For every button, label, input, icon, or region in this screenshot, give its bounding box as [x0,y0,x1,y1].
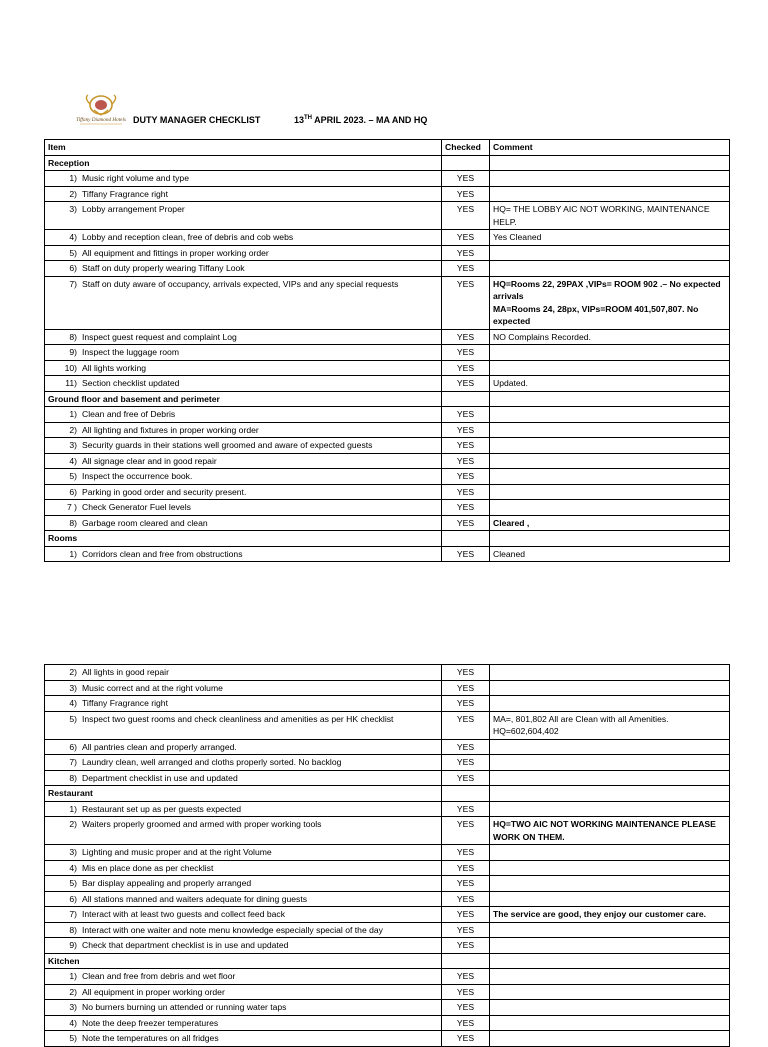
item-number: 7) [69,757,77,767]
checked-cell: YES [442,261,490,277]
section-label: Restaurant [45,786,442,802]
item-cell [45,801,442,817]
table-row [45,1015,730,1031]
item-cell [45,696,442,712]
table-row [45,984,730,1000]
section-row [45,391,730,407]
comment-cell [490,245,730,261]
table-row [45,860,730,876]
item-cell [45,1015,442,1031]
table-row [45,360,730,376]
section-label: Ground floor and basement and perimeter [45,391,442,407]
item-text: Lobby and reception clean, free of debris and cob webs [82,232,294,242]
item-number: 6) [69,486,77,497]
checked-cell: YES [442,484,490,500]
item-number: 1) [69,803,77,814]
item-text: All pantries clean and properly arranged. [82,741,237,752]
item-cell [45,329,442,345]
item-number: 2) [69,986,77,997]
hotel-crest-logo [70,94,132,128]
comment-cell [490,1000,730,1016]
table-row [45,546,730,562]
table-row [45,515,730,531]
table-row [45,484,730,500]
table-row [45,469,730,485]
checked-cell: YES [442,500,490,516]
item-cell [45,984,442,1000]
table-row [45,1000,730,1016]
item-cell [45,860,442,876]
item-number: 1) [69,409,77,419]
comment-cell [490,845,730,861]
item-number: 8) [69,772,77,783]
table-row [45,186,730,202]
checked-cell: YES [442,1031,490,1047]
checked-cell [442,391,490,407]
item-text: Interact with one waiter and note menu knowledge especially special of the day [82,924,383,935]
checked-cell: YES [442,680,490,696]
item-cell [45,453,442,469]
checked-cell: YES [442,407,490,423]
item-text: Waiters properly groomed and armed with proper working tools [82,819,322,829]
table-row [45,801,730,817]
table-row [45,711,730,739]
item-text: Inspect two guest rooms and check cleanliness and amenities as per HK checklist [82,713,394,724]
checked-cell: YES [442,186,490,202]
item-text: Music right volume and type [82,173,189,183]
comment-cell [490,665,730,681]
item-text: Clean and free of Debris [82,409,176,419]
checked-cell: YES [442,230,490,246]
table-row [45,261,730,277]
table-row [45,665,730,681]
item-text: Lobby arrangement Proper [82,204,185,214]
item-text: Note the temperatures on all fridges [82,1033,219,1043]
item-text: Garbage room cleared and clean [82,517,208,528]
comment-cell [490,360,730,376]
comment-cell: HQ=Rooms 22, 29PAX ,VIPs= ROOM 902 .– No expected arrivals MA=Rooms 24, 28px, VIPs=ROOM 401,507,807. No expected [490,276,730,329]
table-row [45,817,730,845]
checked-cell: YES [442,438,490,454]
section-row [45,786,730,802]
item-text: All lights in good repair [82,667,169,677]
section-row [45,953,730,969]
item-text: Parking in good order and security present. [82,486,247,497]
comment-cell [490,531,730,547]
item-text: All equipment in proper working order [82,986,225,997]
table-row [45,230,730,246]
checked-cell: YES [442,860,490,876]
item-text: All signage clear and in good repair [82,455,217,466]
checked-cell: YES [442,739,490,755]
item-text: Staff on duty properly wearing Tiffany Look [82,263,245,273]
item-number: 11) [65,378,77,388]
item-number: 6) [69,893,77,904]
item-text: Inspect the occurrence book. [82,471,193,481]
comment-cell [490,696,730,712]
checked-cell: YES [442,969,490,985]
table-row [45,345,730,361]
comment-cell: Cleaned [490,546,730,562]
table-row [45,938,730,954]
checked-cell: YES [442,345,490,361]
item-text: Mis en place done as per checklist [82,862,214,873]
comment-cell: The service are good, they enjoy our customer care. [490,907,730,923]
item-text: Laundry clean, well arranged and cloths properly sorted. No backlog [82,757,342,767]
item-cell [45,755,442,771]
table-row [45,739,730,755]
checked-cell: YES [442,422,490,438]
table-row [45,755,730,771]
item-cell [45,938,442,954]
item-cell [45,922,442,938]
comment-cell [490,680,730,696]
item-number: 4) [69,1017,77,1028]
checked-cell: YES [442,984,490,1000]
comment-cell: NO Complains Recorded. [490,329,730,345]
item-number: 5) [69,713,77,724]
item-number: 1) [69,971,77,981]
comment-cell [490,860,730,876]
item-number: 8) [69,924,77,935]
comment-cell [490,801,730,817]
item-cell [45,469,442,485]
item-number: 7 ) [66,502,77,512]
checked-cell: YES [442,1000,490,1016]
table-row [45,276,730,329]
item-text: Restaurant set up as per guests expected [82,803,242,814]
item-cell [45,484,442,500]
checked-cell: YES [442,245,490,261]
comment-cell [490,739,730,755]
comment-cell [490,953,730,969]
comment-cell [490,171,730,187]
comment-cell [490,1031,730,1047]
item-cell [45,261,442,277]
item-cell [45,1031,442,1047]
item-number: 4) [69,698,77,708]
checked-cell: YES [442,770,490,786]
item-cell [45,817,442,845]
table-row [45,922,730,938]
item-number: 4) [69,862,77,873]
checked-cell: YES [442,907,490,923]
item-text: Music correct and at the right volume [82,682,223,693]
item-number: 3) [69,847,77,857]
table-row [45,876,730,892]
comment-cell [490,938,730,954]
item-cell [45,171,442,187]
comment-cell [490,786,730,802]
checklist-table-page-2 [44,664,730,1047]
item-text: Corridors clean and free from obstructions [82,548,243,559]
checked-cell: YES [442,891,490,907]
checked-cell: YES [442,938,490,954]
section-row [45,155,730,171]
checked-cell: YES [442,876,490,892]
column-header-checked: Checked [442,140,490,156]
comment-cell [490,922,730,938]
item-number: 5) [69,247,77,258]
item-cell [45,186,442,202]
item-text: Check Generator Fuel levels [82,502,191,512]
comment-cell [490,876,730,892]
item-cell [45,907,442,923]
item-number: 4) [69,455,77,466]
item-number: 6) [69,263,77,273]
item-cell [45,1000,442,1016]
column-header-comment: Comment [490,140,730,156]
item-text: All stations manned and waiters adequate for dining guests [82,893,308,904]
item-text: Inspect guest request and complaint Log [82,331,237,342]
table-row [45,453,730,469]
checked-cell: YES [442,360,490,376]
item-number: 5) [69,471,77,481]
section-label: Rooms [45,531,442,547]
comment-cell [490,984,730,1000]
item-text: Lighting and music proper and at the right Volume [82,847,272,857]
item-cell [45,276,442,329]
table-row [45,329,730,345]
comment-cell [490,155,730,171]
item-text: Check that department checklist is in use and updated [82,940,289,950]
item-cell [45,770,442,786]
item-cell [45,739,442,755]
item-cell [45,230,442,246]
item-cell [45,876,442,892]
item-cell [45,202,442,230]
item-cell [45,360,442,376]
item-number: 7) [69,909,77,919]
comment-cell [490,261,730,277]
comment-cell [490,469,730,485]
comment-cell [490,453,730,469]
checked-cell [442,155,490,171]
item-number: 5) [69,878,77,888]
section-label: Kitchen [45,953,442,969]
item-cell [45,680,442,696]
table-row [45,696,730,712]
checked-cell: YES [442,453,490,469]
table-row [45,407,730,423]
item-text: Interact with at least two guests and collect feed back [82,909,286,919]
item-text: Tiffany Fragrance right [82,188,168,199]
comment-cell: MA=, 801,802 All are Clean with all Amenities. HQ=602,604,402 [490,711,730,739]
checked-cell: YES [442,801,490,817]
table-row [45,969,730,985]
item-cell [45,376,442,392]
item-number: 9) [69,347,77,357]
report-date: 13TH APRIL 2023. – MA AND HQ [294,115,428,125]
comment-cell [490,345,730,361]
checked-cell [442,953,490,969]
comment-cell [490,755,730,771]
comment-cell [490,770,730,786]
comment-cell [490,391,730,407]
item-text: Department checklist in use and updated [82,772,238,783]
section-label: Reception [45,155,442,171]
checked-cell: YES [442,202,490,230]
item-cell [45,969,442,985]
comment-cell [490,484,730,500]
item-number: 3) [69,1002,77,1012]
table-row [45,680,730,696]
table-row [45,422,730,438]
checked-cell [442,531,490,547]
item-cell [45,500,442,516]
item-number: 2) [69,819,77,829]
comment-cell: HQ=TWO AIC NOT WORKING MAINTENANCE PLEASE WORK ON THEM. [490,817,730,845]
comment-cell: Updated. [490,376,730,392]
item-cell [45,422,442,438]
checked-cell: YES [442,696,490,712]
item-number: 3) [69,204,77,214]
table-row [45,376,730,392]
item-cell [45,546,442,562]
item-number: 3) [69,440,77,450]
item-cell [45,245,442,261]
comment-cell [490,1015,730,1031]
item-cell [45,711,442,739]
item-text: No burners burning un attended or running water taps [82,1002,287,1012]
item-number: 10) [64,362,77,373]
item-number: 2) [69,188,77,199]
item-number: 9) [69,940,77,950]
item-number: 4) [69,232,77,242]
table-header-row [45,140,730,156]
checked-cell: YES [442,845,490,861]
comment-cell [490,969,730,985]
item-number: 5) [69,1033,77,1043]
item-text: Inspect the luggage room [82,347,179,357]
table-row [45,845,730,861]
item-text: Clean and free from debris and wet floor [82,971,236,981]
table-row [45,202,730,230]
comment-cell [490,407,730,423]
item-cell [45,438,442,454]
comment-cell [490,891,730,907]
item-text: All lighting and fixtures in proper working order [82,424,259,435]
item-number: 8) [69,331,77,342]
page-title: DUTY MANAGER CHECKLIST [133,115,261,125]
item-cell [45,665,442,681]
item-cell [45,515,442,531]
item-text: All equipment and fittings in proper working order [82,247,269,258]
checked-cell: YES [442,376,490,392]
comment-cell [490,422,730,438]
checked-cell [442,786,490,802]
table-row [45,907,730,923]
checked-cell: YES [442,817,490,845]
item-number: 2) [69,424,77,435]
item-text: Note the deep freezer temperatures [82,1017,219,1028]
column-header-item: Item [45,140,442,156]
table-row [45,500,730,516]
table-row [45,1031,730,1047]
section-row [45,531,730,547]
table-row [45,438,730,454]
item-number: 1) [69,173,77,183]
checked-cell: YES [442,469,490,485]
comment-cell: Yes Cleaned [490,230,730,246]
item-number: 7) [69,278,77,289]
comment-cell [490,186,730,202]
checked-cell: YES [442,546,490,562]
item-text: Tiffany Fragrance right [82,698,168,708]
checked-cell: YES [442,515,490,531]
item-number: 2) [69,667,77,677]
item-number: 1) [69,548,77,559]
table-row [45,891,730,907]
item-cell [45,407,442,423]
checked-cell: YES [442,922,490,938]
comment-cell [490,500,730,516]
checked-cell: YES [442,171,490,187]
checked-cell: YES [442,755,490,771]
table-row [45,171,730,187]
item-number: 8) [69,517,77,528]
table-row [45,245,730,261]
comment-cell: Cleared , [490,515,730,531]
item-text: All lights working [82,362,146,373]
item-number: 6) [69,741,77,752]
checked-cell: YES [442,329,490,345]
checked-cell: YES [442,276,490,329]
item-text: Section checklist updated [82,378,180,388]
item-cell [45,845,442,861]
comment-cell: HQ= THE LOBBY AIC NOT WORKING, MAINTENANCE HELP. [490,202,730,230]
item-cell [45,891,442,907]
item-number: 3) [69,682,77,693]
checklist-table-page-1 [44,139,730,562]
item-cell [45,345,442,361]
item-text: Security guards in their stations well groomed and aware of expected guests [82,440,373,450]
item-text: Bar display appealing and properly arranged [82,878,252,888]
svg-text:Tiffany Diamond Hotels: Tiffany Diamond Hotels [76,117,126,123]
item-text: Staff on duty aware of occupancy, arrivals expected, VIPs and any special requests [82,278,399,289]
checked-cell: YES [442,665,490,681]
checked-cell: YES [442,1015,490,1031]
checked-cell: YES [442,711,490,739]
table-row [45,770,730,786]
comment-cell [490,438,730,454]
